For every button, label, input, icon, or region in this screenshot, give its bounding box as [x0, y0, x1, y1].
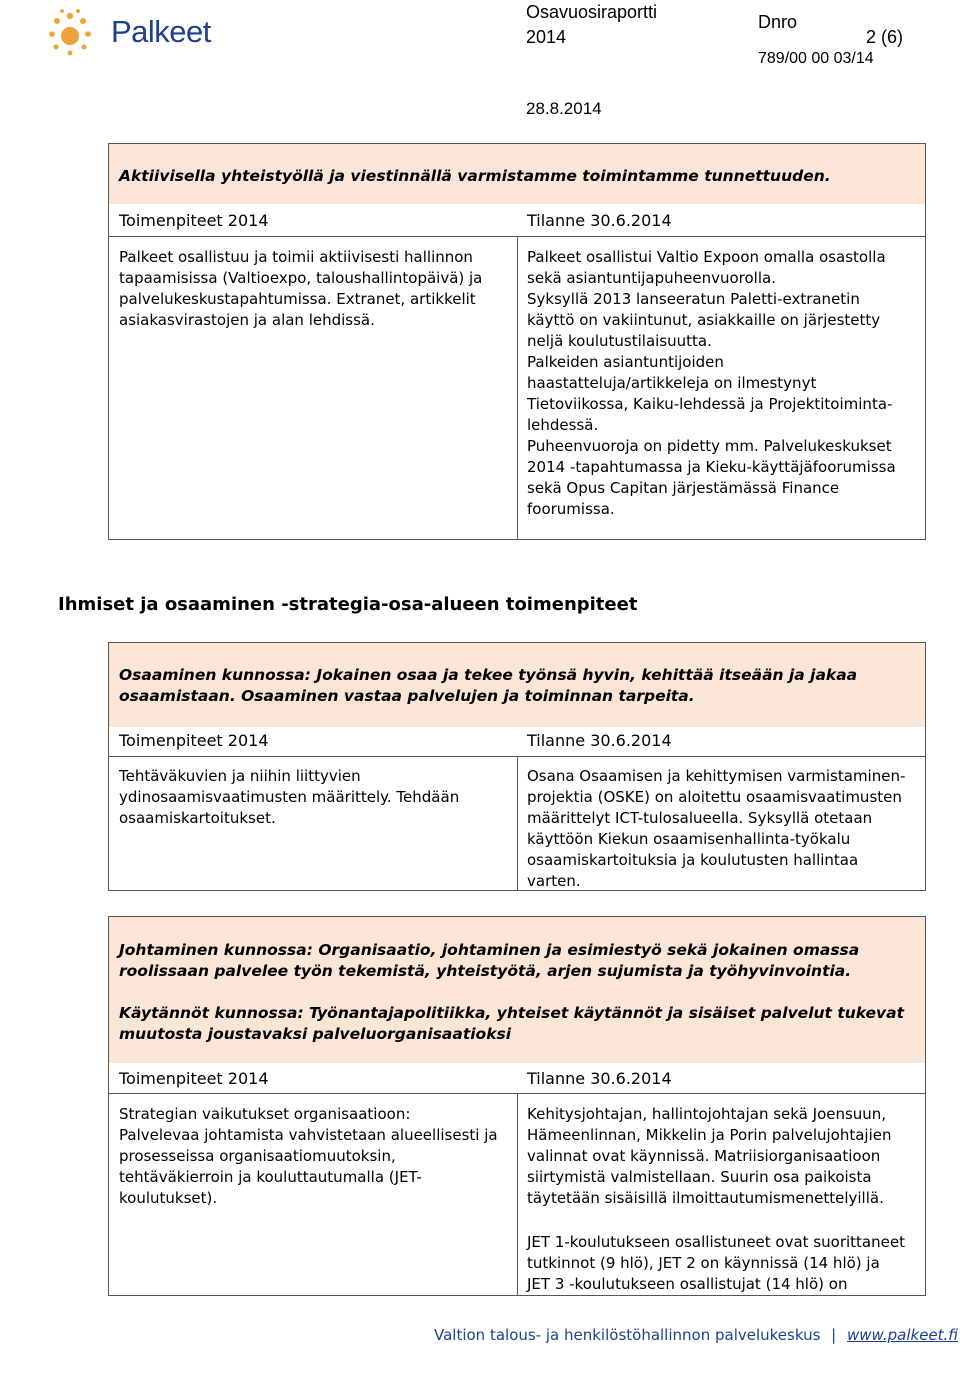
status-text: Osana Osaamisen ja kehittymisen varmistaminen- projektia (OSKE) on aloitettu osaamisvaatimusten määrittelyt ICT-tulosalueella. Syksyllä otetaan käyttöön Kiekun osaamisenhallinta-työkalu osaamiskartoituksia ja koulutusten hallintaa varten.: [527, 767, 906, 890]
col-header-actions: Toimenpiteet 2014: [119, 1069, 269, 1088]
status-text: Palkeet osallistui Valtio Expoon omalla osastolla sekä asiantuntijapuheenvuorolla. Syksyllä 2013 lanseeratun Paletti-extranetin käyttö on vakiintunut, asiakkaille on järjestetty neljä koulutustilaisuutta. Palkeiden asiantuntijoiden haastatteluja/artikkeleja on ilmestynyt Tietoviikossa, Kaiku-lehdessä ja Projektitoiminta- lehdessä. Puheenvuoroja on pidetty mm. Palvelukeskukset 2014 -tapahtumassa ja Kieku-käyttäjäfoorumissa sekä Opus Capitan järjestämässä Finance foorumissa.: [527, 248, 896, 518]
logo-wordmark: Palkeet: [111, 14, 211, 49]
content-row: [109, 756, 925, 890]
col-header-status: Tilanne 30.6.2014: [527, 1069, 672, 1088]
section-title: Ihmiset ja osaaminen -strategia-osa-alueen toimenpiteet: [58, 594, 638, 615]
goal-text: Aktiivisella yhteistyöllä ja viestinnällä varmistamme toimintamme tunnettuuden.: [119, 167, 831, 185]
status-text-b: JET 1-koulutukseen osallistuneet ovat suorittaneet tutkinnot (9 hlö), JET 2 on käynnissä (14 hlö) ja JET 3 -koulutukseen osallistujat (14 hlö) on: [527, 1233, 905, 1293]
col-header-actions: Toimenpiteet 2014: [119, 211, 269, 230]
dnro-label: Dnro: [758, 12, 798, 32]
footer-website-link[interactable]: www.palkeet.fi: [847, 1326, 958, 1344]
doc-type-line2: 2014: [526, 27, 567, 47]
goal-text-practices: Käytännöt kunnossa: Työnantajapolitiikka, yhteiset käytännöt ja sisäiset palvelut tukevat muutosta joustavaksi palveluorganisaatioksi: [119, 1004, 905, 1043]
sunburst-logo-icon: [48, 6, 108, 58]
content-row: [109, 1093, 925, 1295]
report-date: 28.8.2014: [526, 99, 602, 118]
col-header-actions: Toimenpiteet 2014: [119, 731, 269, 750]
goal-row: [109, 917, 925, 1063]
table-communication: [108, 143, 926, 540]
goal-row: [109, 643, 925, 727]
goal-row: [109, 144, 925, 204]
actions-text: Palkeet osallistuu ja toimii aktiivisesti hallinnon tapaamisissa (Valtioexpo, taloushallintopäivä) ja palvelukeskustapahtumissa. Extranet, artikkelit asiakasvirastojen ja alan lehdissä.: [119, 248, 483, 329]
footer: [434, 1326, 958, 1344]
dnro-value: 789/00 00 03/14: [758, 50, 874, 67]
column-divider: [517, 237, 518, 539]
actions-text: Tehtäväkuvien ja niihin liittyvien ydinosaamisvaatimusten määrittely. Tehdään osaamiskartoitukset.: [119, 767, 460, 827]
page-number: 2 (6): [866, 27, 904, 47]
doc-type-line1: Osavuosiraportti: [526, 2, 658, 22]
column-divider: [517, 1094, 518, 1295]
palkeet-logo: [48, 6, 218, 58]
footer-separator: |: [831, 1326, 837, 1344]
table-competence: [108, 642, 926, 891]
table-leadership: [108, 916, 926, 1296]
actions-text: Strategian vaikutukset organisaatioon: Palvelevaa johtamista vahvistetaan alueellisesti ja prosesseissa organisaatiomuutoksin, tehtäväkierroin ja kouluttautumalla (JET- koulutukset).: [119, 1105, 498, 1207]
col-header-status: Tilanne 30.6.2014: [527, 211, 672, 230]
col-header-status: Tilanne 30.6.2014: [527, 731, 672, 750]
goal-text: Osaaminen kunnossa: Jokainen osaa ja tekee työnsä hyvin, kehittää itseään ja jakaa osaamistaan. Osaaminen vastaa palvelujen ja toiminnan tarpeita.: [119, 666, 858, 705]
goal-text-leadership: Johtaminen kunnossa: Organisaatio, johtaminen ja esimiestyö sekä jokainen omassa roolissaan palvelee työn tekemistä, yhteistyötä, arjen sujumista ja työhyvinvointia.: [119, 941, 860, 980]
status-text-a: Kehitysjohtajan, hallintojohtajan sekä Joensuun, Hämeenlinnan, Mikkelin ja Porin palvelujohtajien valinnat ovat käynnissä. Matriisiorganisaatioon siirtymistä valmistellaan. Suurin osa paikoista täytetään sisäisillä ilmoittautumismenettelyillä.: [527, 1105, 892, 1207]
column-divider: [517, 757, 518, 890]
content-row: [109, 236, 925, 539]
footer-org-name: Valtion talous- ja henkilöstöhallinnon palvelukeskus: [434, 1326, 821, 1344]
